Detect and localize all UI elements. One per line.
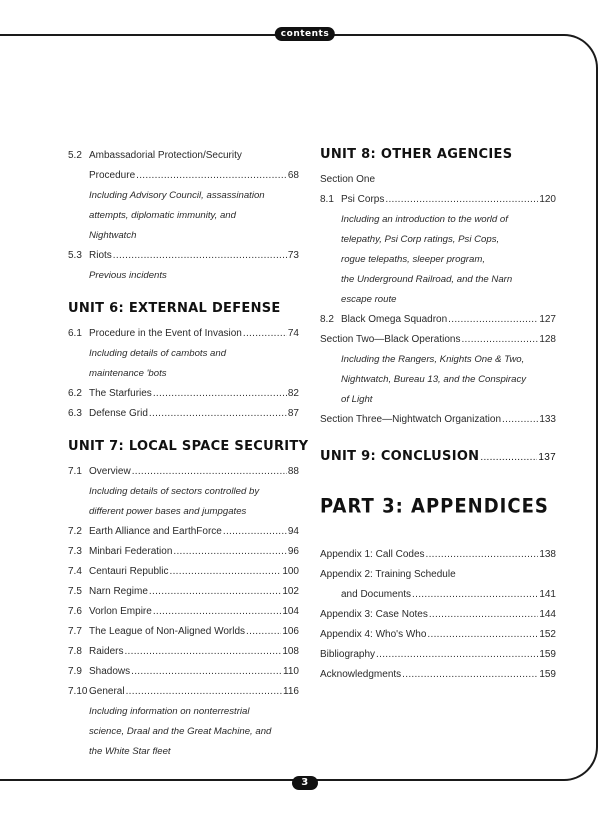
toc-entry[interactable]: 7.10 General ..... 116 [68,682,299,702]
toc-description: Previous incidents [89,270,167,281]
page-ref: 96 [287,546,299,557]
leader-dots [243,324,287,344]
toc-description: Including the Rangers, Knights One & Two, [341,354,525,365]
unit7-entries [68,522,299,702]
toc-entry[interactable]: Section Two—Black Operations ..... 128 [320,330,556,350]
toc-left-column [68,146,309,762]
page-ref: 108 [282,646,299,657]
page-ref: 141 [539,589,556,600]
toc-description: Including information on nonterrestrial [89,706,250,717]
page-ref: 74 [287,328,299,339]
leader-dots [126,682,282,702]
page-number-badge: 3 [292,776,318,790]
page-ref: 106 [282,626,299,637]
page-ref: 152 [539,629,556,640]
toc-entry[interactable]: 5.3 Riots ..... 73 [68,246,299,266]
leader-dots [124,642,281,662]
toc-description: science, Draal and the Great Machine, and [89,726,272,737]
toc-entry[interactable]: 7.8 Raiders ..... 108 [68,642,299,662]
toc-entry[interactable]: Appendix 2: Training Schedule [320,569,456,580]
toc-entry[interactable]: 8.2 Black Omega Squadron ..... 127 [320,310,556,330]
leader-dots [153,602,282,622]
leader-dots [427,625,538,645]
page-ref: 87 [287,408,299,419]
toc-right-column [320,146,556,685]
toc-description: Including Advisory Council, assassination [89,190,265,201]
toc-description: the White Star fleet [89,746,171,757]
leader-dots [402,665,538,685]
leader-dots [113,246,287,266]
leader-dots [136,166,287,186]
toc-description: escape route [341,294,397,305]
leader-dots [170,562,282,582]
toc-entry[interactable]: 5.2 Ambassadorial Protection/Security [68,150,242,161]
toc-entry[interactable]: 7.9 Shadows ..... 110 [68,662,299,682]
toc-description: maintenance 'bots [89,368,167,379]
leader-dots [448,310,538,330]
toc-entry[interactable]: Bibliography ..... 159 [320,645,556,665]
toc-entry[interactable]: 7.4 Centauri Republic ..... 100 [68,562,299,582]
leader-dots [429,605,538,625]
leader-dots [246,622,281,642]
toc-entry[interactable]: 7.3 Minbari Federation ..... 96 [68,542,299,562]
toc-description: Nightwatch [89,230,137,241]
toc-entry[interactable]: 6.2 The Starfuries ..... 82 [68,384,299,404]
leader-dots [132,462,287,482]
page-ref: 73 [287,250,299,261]
page-ref: 94 [287,526,299,537]
page-ref: 159 [539,649,556,660]
page-ref: 133 [539,414,556,425]
page-ref: 104 [282,606,299,617]
toc-entry-continued[interactable]: and Documents ..... 141 [320,585,556,605]
page-ref: 128 [539,334,556,345]
page-ref: 102 [282,586,299,597]
unit-heading[interactable]: UNIT 6: EXTERNAL DEFENSE [68,301,281,316]
leader-dots [131,662,282,682]
page-ref: 116 [283,686,299,697]
contents-header-badge: contents [275,27,335,41]
toc-entry[interactable]: Appendix 1: Call Codes ..... 138 [320,545,556,565]
unit-heading[interactable]: UNIT 7: LOCAL SPACE SECURITY [68,439,309,454]
toc-description: the Underground Railroad, and the Narn [341,274,513,285]
toc-entry-continued[interactable]: Procedure ..... 68 [68,166,299,186]
page-ref: 100 [282,566,299,577]
page-ref: 68 [287,170,299,181]
page-ref: 110 [283,666,299,677]
leader-dots [461,330,538,350]
toc-entry[interactable]: Appendix 4: Who's Who ..... 152 [320,625,556,645]
page-ref: 138 [539,549,556,560]
leader-dots [173,542,287,562]
toc-description: telepathy, Psi Corp ratings, Psi Cops, [341,234,500,245]
leader-dots [480,449,537,467]
page-ref: 137 [538,452,556,463]
toc-description: Including an introduction to the world of [341,214,508,225]
toc-entry[interactable]: 6.3 Defense Grid ..... 87 [68,404,299,424]
part-heading[interactable]: PART 3: APPENDICES [320,494,549,519]
unit-heading[interactable]: UNIT 8: OTHER AGENCIES [320,147,513,162]
section-label[interactable]: Section One [320,174,376,185]
leader-dots [149,404,287,424]
unit-heading[interactable]: UNIT 9: CONCLUSION ..... 137 [320,448,556,466]
toc-description: attempts, diplomatic immunity, and [89,210,236,221]
toc-description: rogue telepaths, sleeper program, [341,254,485,265]
leader-dots [385,190,538,210]
toc-description: Including details of sectors controlled by [89,486,260,497]
page-ref: 82 [287,388,299,399]
leader-dots [412,585,538,605]
toc-entry[interactable]: 7.1 Overview ..... 88 [68,462,299,482]
leader-dots [153,384,287,404]
toc-entry[interactable]: Acknowledgments ..... 159 [320,665,556,685]
page-ref: 144 [539,609,556,620]
toc-description: Nightwatch, Bureau 13, and the Conspiracy [341,374,527,385]
toc-entry[interactable]: 8.1 Psi Corps ..... 120 [320,190,556,210]
leader-dots [502,410,538,430]
toc-entry[interactable]: 7.6 Vorlon Empire ..... 104 [68,602,299,622]
toc-description: Including details of cambots and [89,348,227,359]
toc-entry[interactable]: 6.1 Procedure in the Event of Invasion ..... 74 [68,324,299,344]
toc-entry[interactable]: 7.5 Narn Regime ..... 102 [68,582,299,602]
toc-entry[interactable]: Appendix 3: Case Notes ..... 144 [320,605,556,625]
page-ref: 159 [539,669,556,680]
toc-description: different power bases and jumpgates [89,506,247,517]
page-ref: 120 [539,194,556,205]
toc-description: of Light [341,394,373,405]
page-ref: 127 [539,314,556,325]
leader-dots [376,645,538,665]
leader-dots [149,582,281,602]
toc-entry[interactable]: Section Three—Nightwatch Organization ..... 133 [320,410,556,430]
leader-dots [426,545,539,565]
toc-entry[interactable]: 7.7 The League of Non-Aligned Worlds ..... 106 [68,622,299,642]
toc-entry[interactable]: 7.2 Earth Alliance and EarthForce ..... 94 [68,522,299,542]
leader-dots [223,522,287,542]
page-ref: 88 [287,466,299,477]
